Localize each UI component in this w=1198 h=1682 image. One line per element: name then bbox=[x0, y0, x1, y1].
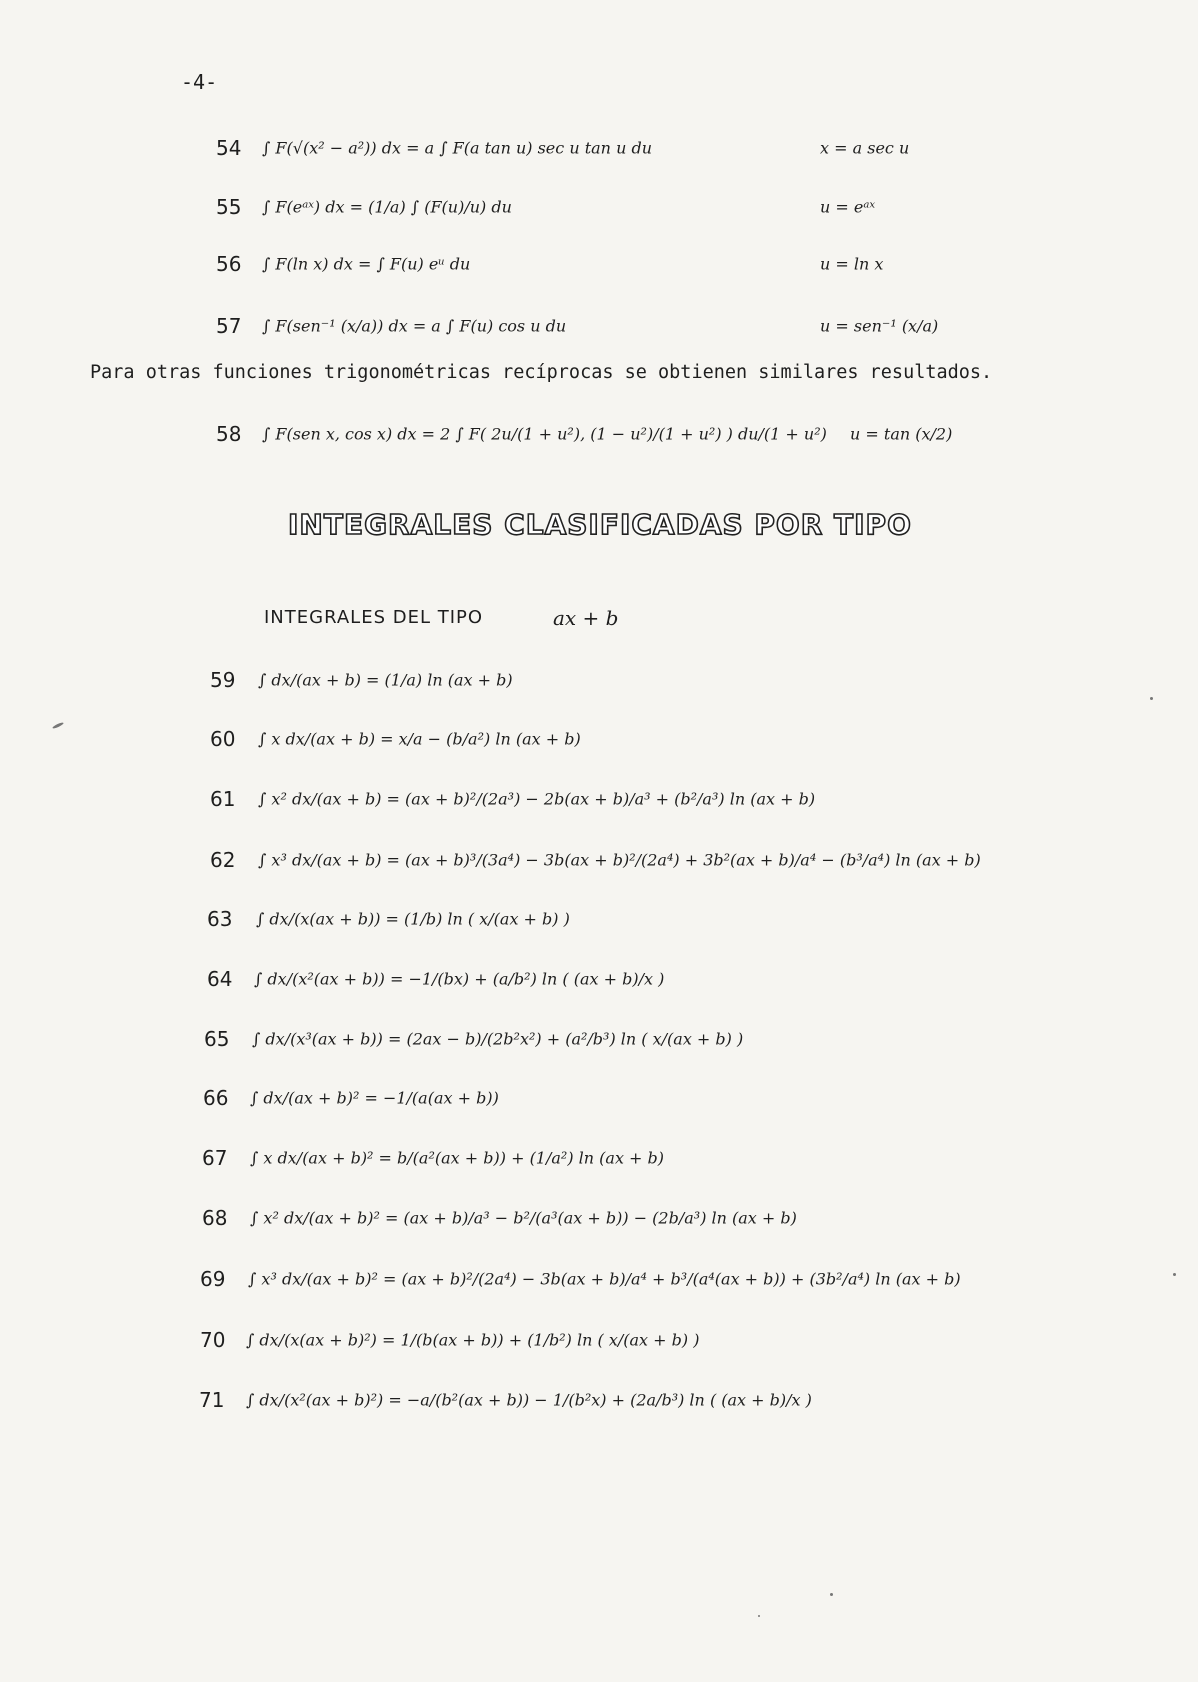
formula-row-59 bbox=[0, 656, 1198, 704]
substitution: u = eᵃˣ bbox=[820, 197, 876, 217]
formula-number: 61 bbox=[210, 787, 236, 811]
formula-row-71 bbox=[0, 1376, 1198, 1424]
formula-row-54 bbox=[0, 124, 1198, 172]
formula-number: 56 bbox=[216, 252, 242, 276]
formula-number: 63 bbox=[207, 907, 233, 931]
formula-number: 57 bbox=[216, 314, 242, 338]
formula-number: 55 bbox=[216, 195, 242, 219]
substitution: u = tan (x/2) bbox=[850, 424, 953, 444]
formula-number: 65 bbox=[204, 1027, 230, 1051]
formula-expression: ∫ dx/(x(ax + b)) = (1/b) ln ( x/(ax + b) ) bbox=[256, 909, 570, 929]
formula-expression: ∫ dx/(ax + b)² = −1/(a(ax + b)) bbox=[250, 1088, 499, 1108]
formula-number: 66 bbox=[203, 1086, 229, 1110]
formula-number: 71 bbox=[199, 1388, 225, 1412]
formula-expression: ∫ F(ln x) dx = ∫ F(u) eᵘ du bbox=[262, 254, 471, 274]
formula-expression: ∫ dx/(x(ax + b)²) = 1/(b(ax + b)) + (1/b²) ln ( x/(ax + b) ) bbox=[246, 1330, 700, 1350]
formula-number: 69 bbox=[200, 1267, 226, 1291]
scan-speck bbox=[1150, 697, 1153, 700]
formula-expression: ∫ F(sen x, cos x) dx = 2 ∫ F( 2u/(1 + u²), (1 − u²)/(1 + u²) ) du/(1 + u²) bbox=[262, 424, 827, 444]
formula-row-67 bbox=[0, 1134, 1198, 1182]
formula-row-70 bbox=[0, 1316, 1198, 1364]
formula-number: 58 bbox=[216, 422, 242, 446]
formula-expression: ∫ dx/(x³(ax + b)) = (2ax − b)/(2b²x²) + (a²/b³) ln ( x/(ax + b) ) bbox=[252, 1029, 744, 1049]
formula-number: 64 bbox=[207, 967, 233, 991]
formula-row-62 bbox=[0, 836, 1198, 884]
formula-row-63 bbox=[0, 895, 1198, 943]
formula-row-57 bbox=[0, 302, 1198, 350]
note-text: Para otras funciones trigonométricas recíprocas se obtienen similares resultados. bbox=[90, 362, 993, 383]
formula-number: 62 bbox=[210, 848, 236, 872]
formula-number: 60 bbox=[210, 727, 236, 751]
scan-speck bbox=[1173, 1273, 1176, 1276]
formula-expression: ∫ x² dx/(ax + b) = (ax + b)²/(2a³) − 2b(ax + b)/a³ + (b²/a³) ln (ax + b) bbox=[258, 789, 816, 809]
section-heading: INTEGRALES CLASIFICADAS POR TIPO bbox=[288, 508, 912, 541]
formula-number: 54 bbox=[216, 136, 242, 160]
formula-row-56 bbox=[0, 240, 1198, 288]
formula-expression: ∫ dx/(x²(ax + b)²) = −a/(b²(ax + b)) − 1/(b²x) + (2a/b³) ln ( (ax + b)/x ) bbox=[246, 1390, 812, 1410]
formula-expression: ∫ dx/(ax + b) = (1/a) ln (ax + b) bbox=[258, 670, 513, 690]
formula-number: 67 bbox=[202, 1146, 228, 1170]
formula-row-64 bbox=[0, 955, 1198, 1003]
formula-number: 70 bbox=[200, 1328, 226, 1352]
formula-number: 59 bbox=[210, 668, 236, 692]
formula-row-55 bbox=[0, 183, 1198, 231]
page-number: -4- bbox=[181, 70, 218, 94]
formula-row-68 bbox=[0, 1194, 1198, 1242]
formula-number: 68 bbox=[202, 1206, 228, 1230]
formula-row-65 bbox=[0, 1015, 1198, 1063]
substitution: u = ln x bbox=[820, 254, 884, 274]
formula-expression: ∫ F(√(x² − a²)) dx = a ∫ F(a tan u) sec u tan u du bbox=[262, 138, 653, 158]
formula-row-61 bbox=[0, 775, 1198, 823]
formula-expression: ∫ x dx/(ax + b) = x/a − (b/a²) ln (ax + b) bbox=[258, 729, 581, 749]
substitution: u = sen⁻¹ (x/a) bbox=[820, 316, 939, 336]
formula-expression: ∫ x³ dx/(ax + b) = (ax + b)³/(3a⁴) − 3b(ax + b)²/(2a⁴) + 3b²(ax + b)/a⁴ − (b³/a⁴) ln (ax + b) bbox=[258, 850, 981, 870]
formula-expression: ∫ F(eᵃˣ) dx = (1/a) ∫ (F(u)/u) du bbox=[262, 197, 512, 217]
formula-expression: ∫ x³ dx/(ax + b)² = (ax + b)²/(2a⁴) − 3b(ax + b)/a⁴ + b³/(a⁴(ax + b)) + (3b²/a⁴) ln (ax + b) bbox=[248, 1269, 961, 1289]
scan-speck bbox=[758, 1615, 760, 1617]
formula-expression: ∫ x² dx/(ax + b)² = (ax + b)/a³ − b²/(a³(ax + b)) − (2b/a³) ln (ax + b) bbox=[250, 1208, 797, 1228]
substitution: x = a sec u bbox=[820, 138, 910, 158]
formula-expression: ∫ dx/(x²(ax + b)) = −1/(bx) + (a/b²) ln ( (ax + b)/x ) bbox=[254, 969, 665, 989]
formula-expression: ∫ x dx/(ax + b)² = b/(a²(ax + b)) + (1/a²) ln (ax + b) bbox=[250, 1148, 665, 1168]
subsection-heading: INTEGRALES DEL TIPO bbox=[264, 607, 484, 628]
formula-row-58 bbox=[0, 410, 1198, 458]
subsection-expression: ax + b bbox=[553, 606, 619, 630]
formula-expression: ∫ F(sen⁻¹ (x/a)) dx = a ∫ F(u) cos u du bbox=[262, 316, 567, 336]
scan-speck bbox=[830, 1593, 833, 1596]
formula-row-69 bbox=[0, 1255, 1198, 1303]
formula-row-60 bbox=[0, 715, 1198, 763]
formula-row-66 bbox=[0, 1074, 1198, 1122]
